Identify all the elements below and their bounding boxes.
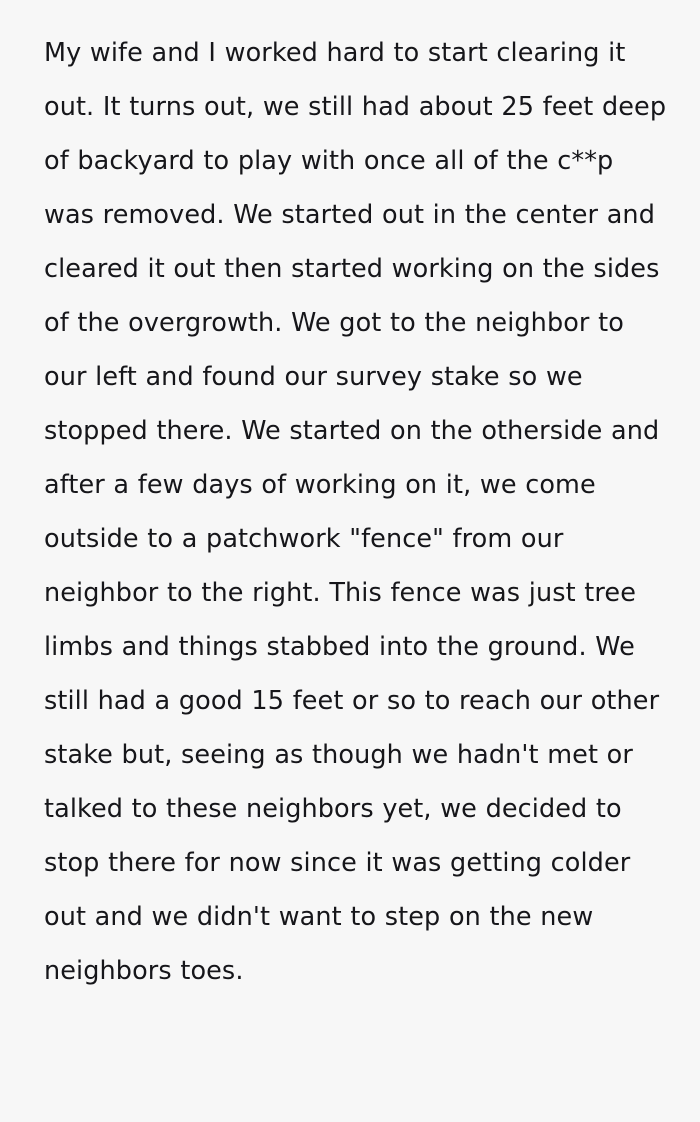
story-body-text: My wife and I worked hard to start clearing it out. It turns out, we still had about 25 feet deep of backyard to play with once all of the c**p was removed. We started out in the center and cleared it out then started working on the sides of the overgrowth. We got to the neighbor to our left and found our survey stake so we stopped there. We started on the otherside and after a few days of working on it, we come outside to a patchwork "fence" from our neighbor to the right. This fence was just tree limbs and things stabbed into the ground. We still had a good 15 feet or so to reach our other stake but, seeing as though we hadn't met or talked to these neighbors yet, we decided to stop there for now since it was getting colder out and we didn't want to step on the new neighbors toes.: [44, 38, 675, 986]
